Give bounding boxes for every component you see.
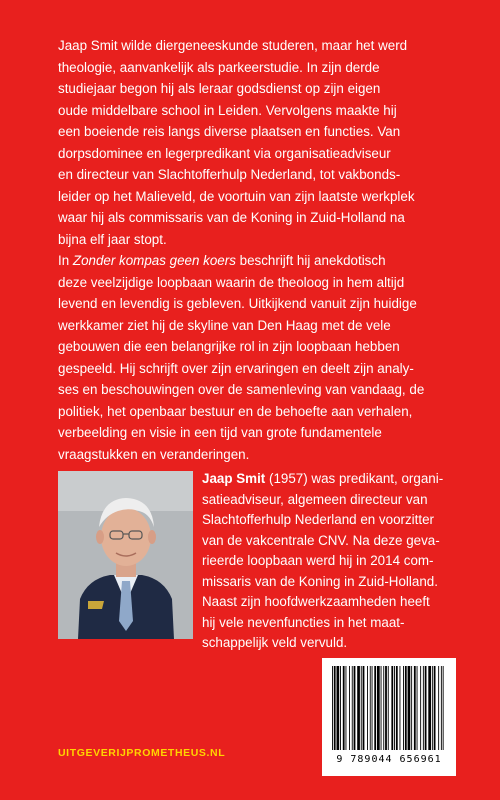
blurb-line: vraagstukken en veranderingen. [58, 446, 250, 462]
blurb-line: ses en beschouwingen over de samenleving van vandaag, de [58, 382, 425, 397]
blurb-line: deze veelzijdige loopbaan waarin de theoloog in hem altijd [58, 274, 405, 290]
barcode-bar [428, 666, 431, 750]
barcode-bar [332, 666, 333, 750]
book-title: Zonder kompas geen koers [72, 253, 236, 268]
isbn-number: 9 789044 656961 [336, 754, 442, 765]
blurb-line: een boeiende reis langs diverse plaatsen en functies. Van [58, 124, 401, 139]
blurb-line: waar hij als commissaris van de Koning in Zuid-Holland na [58, 210, 405, 225]
barcode-bar [377, 666, 380, 750]
barcode-bar [346, 666, 347, 750]
barcode-bar [417, 666, 418, 750]
blurb-line: dorpsdominee en legerpredikant via organisatieadviseur [58, 145, 391, 161]
barcode-bar [396, 666, 398, 750]
barcode-bar [372, 666, 373, 750]
barcode-bar [405, 666, 407, 750]
barcode-bar [414, 666, 416, 750]
barcode-bar [394, 666, 395, 750]
barcode-bar [434, 666, 436, 750]
bio-line: hij vele nevenfuncties in het maat- [202, 614, 405, 630]
barcode-bar [443, 666, 444, 750]
author-bio [202, 469, 474, 654]
blurb-line: levend en levendig is gebleven. Uitkijkend vanuit zijn huidige [58, 296, 417, 311]
barcode-bar [349, 666, 350, 750]
barcode-bar [367, 666, 368, 750]
blurb-line-rest: beschrijft hij anekdotisch [235, 253, 386, 268]
barcode-bar [334, 666, 336, 750]
blurb-line: leider op het Malieveld, de voortuin van zijn laatste werkplek [58, 188, 415, 204]
bio-line: rieerde loopbaan werd hij in 2014 com- [202, 553, 434, 568]
blurb-line [58, 250, 463, 272]
barcode-bar [357, 666, 360, 750]
barcode-bar [391, 666, 393, 750]
bio-line: missaris van de Koning in Zuid-Holland. [202, 573, 438, 589]
blurb-line: bijna elf jaar stopt. [58, 231, 167, 247]
author-portrait-illustration [58, 471, 193, 639]
author-photo [58, 471, 193, 639]
blurb-line: verbeelding en visie in een tijd van grote fundamentele [58, 425, 382, 440]
blurb-line: en directeur van Slachtofferhulp Nederland, tot vakbonds- [58, 167, 401, 182]
barcode-bar [385, 666, 387, 750]
barcode-bar [438, 666, 439, 750]
barcode-bar [408, 666, 411, 750]
author-name: Jaap Smit [202, 471, 266, 486]
blurb-paragraph-2 [58, 250, 463, 465]
bio-line: Slachtofferhulp Nederland en voorzitter [202, 512, 434, 527]
barcode-bar [432, 666, 433, 750]
blurb-line: gespeeld. Hij schrijft over zijn ervaringen en deelt zijn analy- [58, 360, 414, 376]
barcode-bar [354, 666, 356, 750]
barcode-bar [441, 666, 442, 750]
barcode-bar [337, 666, 340, 750]
bio-line: schappelijk veld vervuld. [202, 635, 348, 650]
barcode-bar [400, 666, 401, 750]
bio-line [202, 469, 474, 490]
barcode-bar [423, 666, 424, 750]
barcode-bar [343, 666, 345, 750]
back-cover-blurb [58, 35, 463, 465]
barcode-bar [425, 666, 427, 750]
blurb-line: politiek, het openbaar bestuur en de behoefte aan verhalen, [58, 403, 413, 419]
bio-line-rest: (1957) was predikant, organi- [265, 471, 444, 486]
barcode-bar [370, 666, 371, 750]
barcode-bar [363, 666, 365, 750]
blurb-line: oude middelbare school in Leiden. Vervolgens maakte hij [58, 102, 397, 118]
barcode-bar [383, 666, 384, 750]
blurb-line: theologie, aanvankelijk als parkeerstudie. In zijn derde [58, 59, 380, 75]
blurb-line: werkkamer ziet hij de skyline van Den Haag met de vele [58, 317, 391, 333]
barcode-bar [388, 666, 389, 750]
publisher-url[interactable]: UITGEVERIJPROMETHEUS.NL [58, 747, 226, 759]
barcode-bars [330, 666, 448, 752]
barcode-bar [381, 666, 382, 750]
blurb-line: studiejaar begon hij als leraar godsdienst op zijn eigen [58, 81, 381, 96]
barcode-bar [361, 666, 362, 750]
blurb-line: Jaap Smit wilde diergeneeskunde studeren, maar het werd [58, 38, 408, 53]
barcode-bar [352, 666, 353, 750]
blurb-paragraph-1 [58, 35, 463, 250]
bio-line: satieadviseur, algemeen directeur van [202, 491, 428, 507]
barcode-bar [403, 666, 404, 750]
barcode-bar [374, 666, 376, 750]
isbn-barcode [322, 658, 456, 776]
blurb-intro: In [58, 253, 73, 268]
barcode-bar [411, 666, 412, 750]
barcode-bar [420, 666, 421, 750]
bio-line: van de vakcentrale CNV. Na deze geva- [202, 532, 440, 548]
blurb-line: gebouwen die een belangrijke rol in zijn loopbaan hebben [58, 339, 400, 354]
barcode-bar [340, 666, 341, 750]
bio-line: Naast zijn hoofdwerkzaamheden heeft [202, 594, 430, 609]
